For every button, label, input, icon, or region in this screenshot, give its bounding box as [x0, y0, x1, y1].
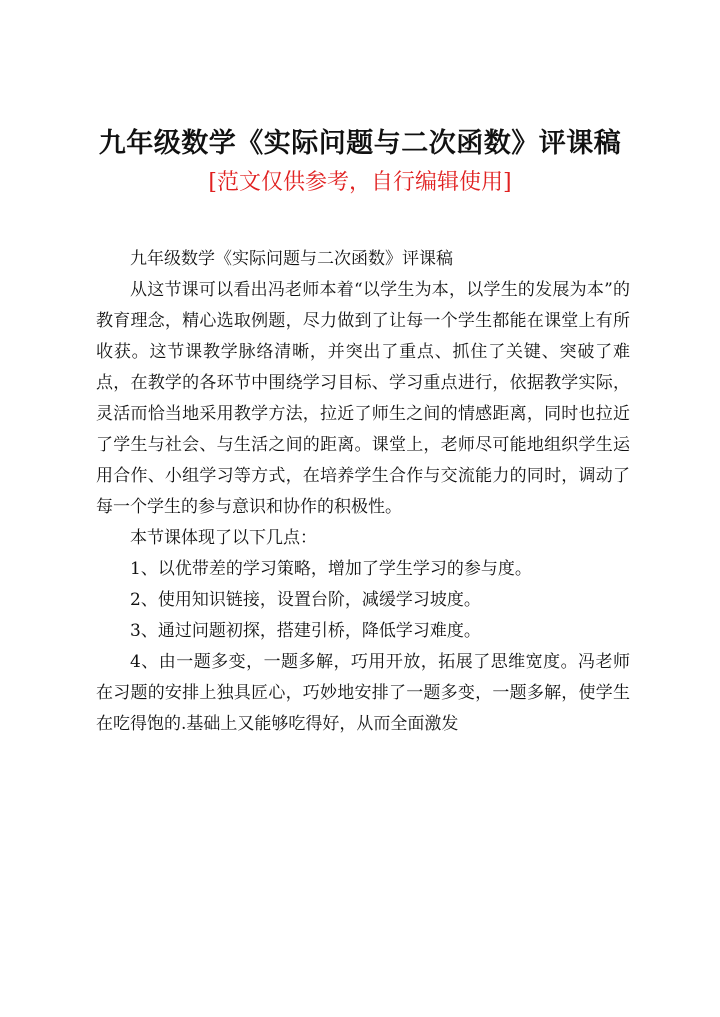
paragraph-point-1: 1、以优带差的学习策略，增加了学生学习的参与度。 [130, 559, 532, 579]
document-body [96, 244, 630, 740]
document-title: 九年级数学《实际问题与二次函数》评课稿 [98, 128, 622, 159]
paragraph-point-3: 3、通过问题初探，搭建引桥，降低学习难度。 [130, 621, 481, 641]
paragraph-intro: 从这节课可以看出冯老师本着“以学生为本，以学生的发展为本”的教育理念，精心选取例题，尽力做到了让每一个学生都能在课堂上有所收获。这节课教学脉络清晰，并突出了重点、抓住了关键、突破了难点，在教学的各环节中围绕学习目标、学习重点进行，依据教学实际，灵活而恰当地采用教学方法，拉近了师生之间的情感距离，同时也拉近了学生与社会、与生活之间的距离。课堂上，老师尽可能地组织学生运用合作、小组学习等方式，在培养学生合作与交流能力的同时，调动了每一个学生的参与意识和协作的积极性。 [96, 280, 630, 517]
paragraph-point-4: 4、由一题多变，一题多解，巧用开放，拓展了思维宽度。冯老师在习题的安排上独具匠心，巧妙地安排了一题多变，一题多解，使学生在吃得饱的.基础上又能够吃得好，从而全面激发 [96, 652, 630, 734]
paragraph-points-lead: 本节课体现了以下几点： [130, 528, 317, 548]
paragraph-point-2: 2、使用知识链接，设置台阶，减缓学习坡度。 [130, 590, 481, 610]
document-subtitle: [范文仅供参考，自行编辑使用] [208, 170, 512, 195]
paragraph-heading: 九年级数学《实际问题与二次函数》评课稿 [130, 249, 453, 269]
